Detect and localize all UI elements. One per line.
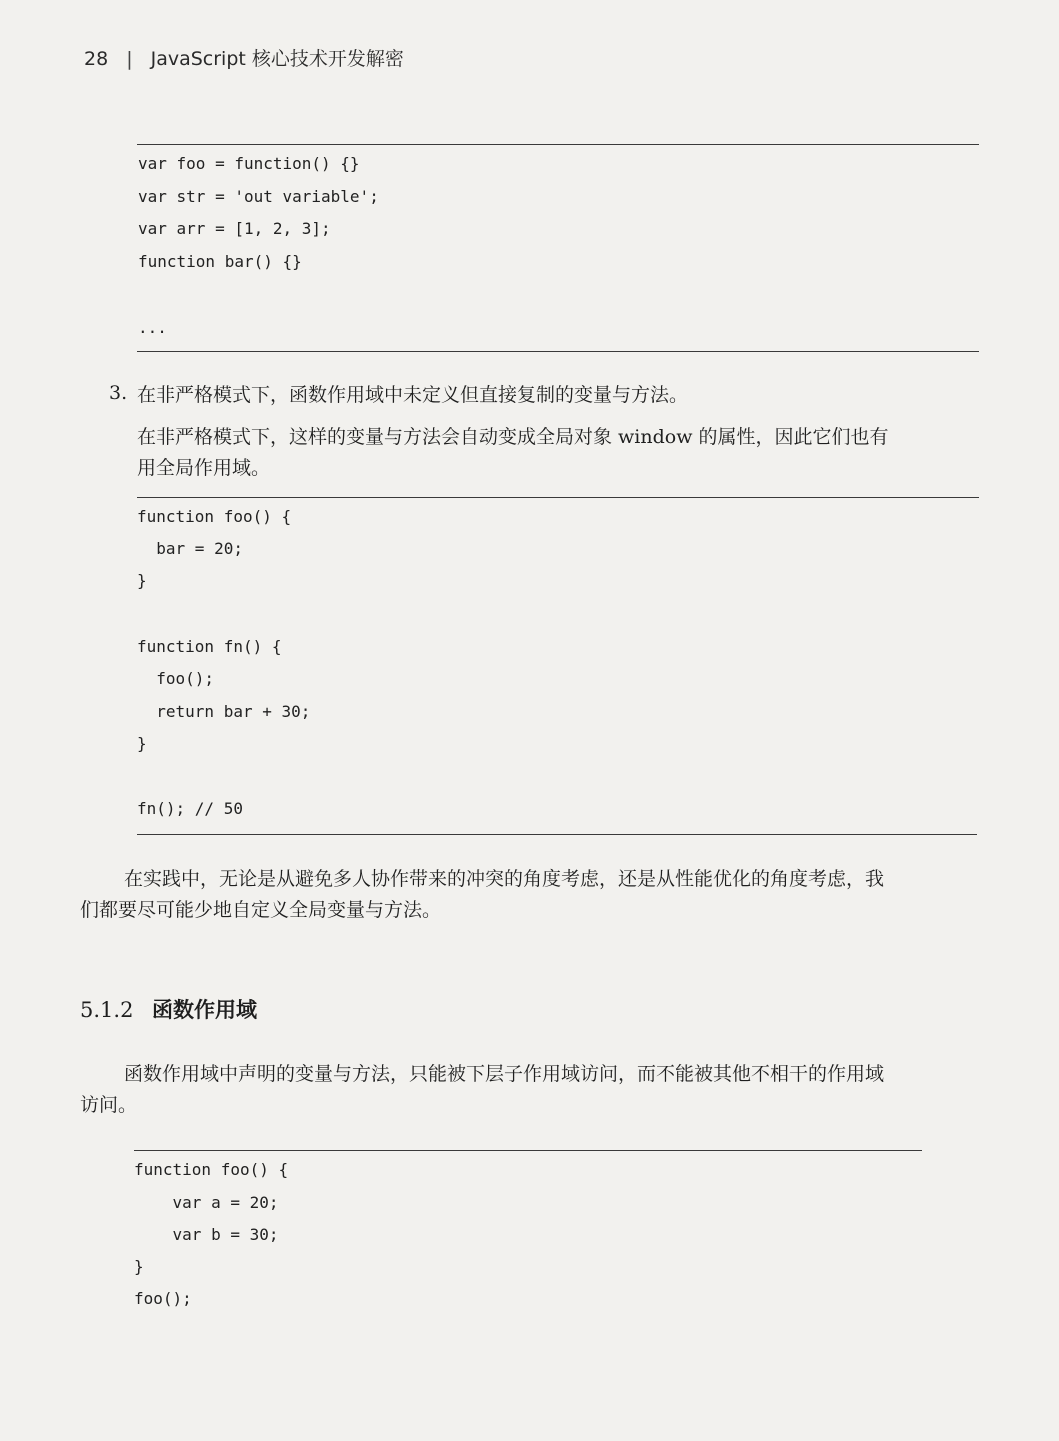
code-block-3 — [134, 1160, 922, 1320]
code-block-2-bottom-rule — [137, 834, 977, 835]
paragraph-function-scope — [80, 1059, 884, 1121]
code-line: foo(); — [134, 1289, 192, 1308]
code-block-2-top-rule — [137, 497, 979, 498]
list-item-heading-text: 在非严格模式下，函数作用域中未定义但直接复制的变量与方法。 — [137, 384, 689, 406]
section-number: 5.1.2 — [80, 998, 134, 1022]
code-line: var a = 20; — [134, 1193, 279, 1212]
list-item-heading — [137, 380, 688, 411]
code-line: foo(); — [137, 669, 215, 688]
section-heading — [80, 994, 257, 1024]
code-line: function foo() { — [137, 507, 292, 526]
paragraph-line: 访问。 — [80, 1094, 138, 1116]
code-line: } — [134, 1257, 144, 1276]
code-line: var foo = function() {} — [138, 154, 360, 173]
code-line: } — [137, 571, 147, 590]
paragraph-line: 在实践中，无论是从避免多人协作带来的冲突的角度考虑，还是从性能优化的角度考虑，我 — [124, 868, 885, 890]
code-line: var str = 'out variable'; — [138, 187, 379, 206]
code-line: } — [137, 734, 147, 753]
running-header — [84, 44, 404, 71]
code-line: function fn() { — [137, 637, 282, 656]
header-separator: | — [126, 48, 133, 70]
page-number: 28 — [84, 48, 109, 70]
code-line: return bar + 30; — [137, 702, 311, 721]
paragraph-line: 函数作用域中声明的变量与方法，只能被下层子作用域访问，而不能被其他不相干的作用域 — [124, 1063, 885, 1085]
code-line: ... — [138, 318, 167, 337]
paragraph-line: 们都要尽可能少地自定义全局变量与方法。 — [80, 899, 442, 921]
book-title: JavaScript 核心技术开发解密 — [150, 48, 404, 70]
list-item-body — [137, 422, 889, 484]
code-block-3-top-rule — [134, 1150, 922, 1151]
code-block-1-top-rule — [137, 144, 979, 145]
code-line: var b = 30; — [134, 1225, 279, 1244]
code-line: var arr = [1, 2, 3]; — [138, 219, 331, 238]
paragraph-line: 在非严格模式下，这样的变量与方法会自动变成全局对象 window 的属性，因此它们也有 — [137, 426, 889, 448]
code-block-1 — [138, 154, 978, 344]
code-line: function foo() { — [134, 1160, 289, 1179]
list-item-number: 3. — [109, 382, 128, 404]
code-line: function bar() {} — [138, 252, 302, 271]
code-line: bar = 20; — [137, 539, 243, 558]
section-title: 函数作用域 — [152, 998, 257, 1022]
code-line: fn(); // 50 — [137, 799, 243, 818]
paragraph-practice — [80, 864, 884, 926]
code-block-2 — [137, 507, 977, 827]
paragraph-line: 用全局作用域。 — [137, 457, 271, 479]
code-block-1-bottom-rule — [137, 351, 979, 352]
